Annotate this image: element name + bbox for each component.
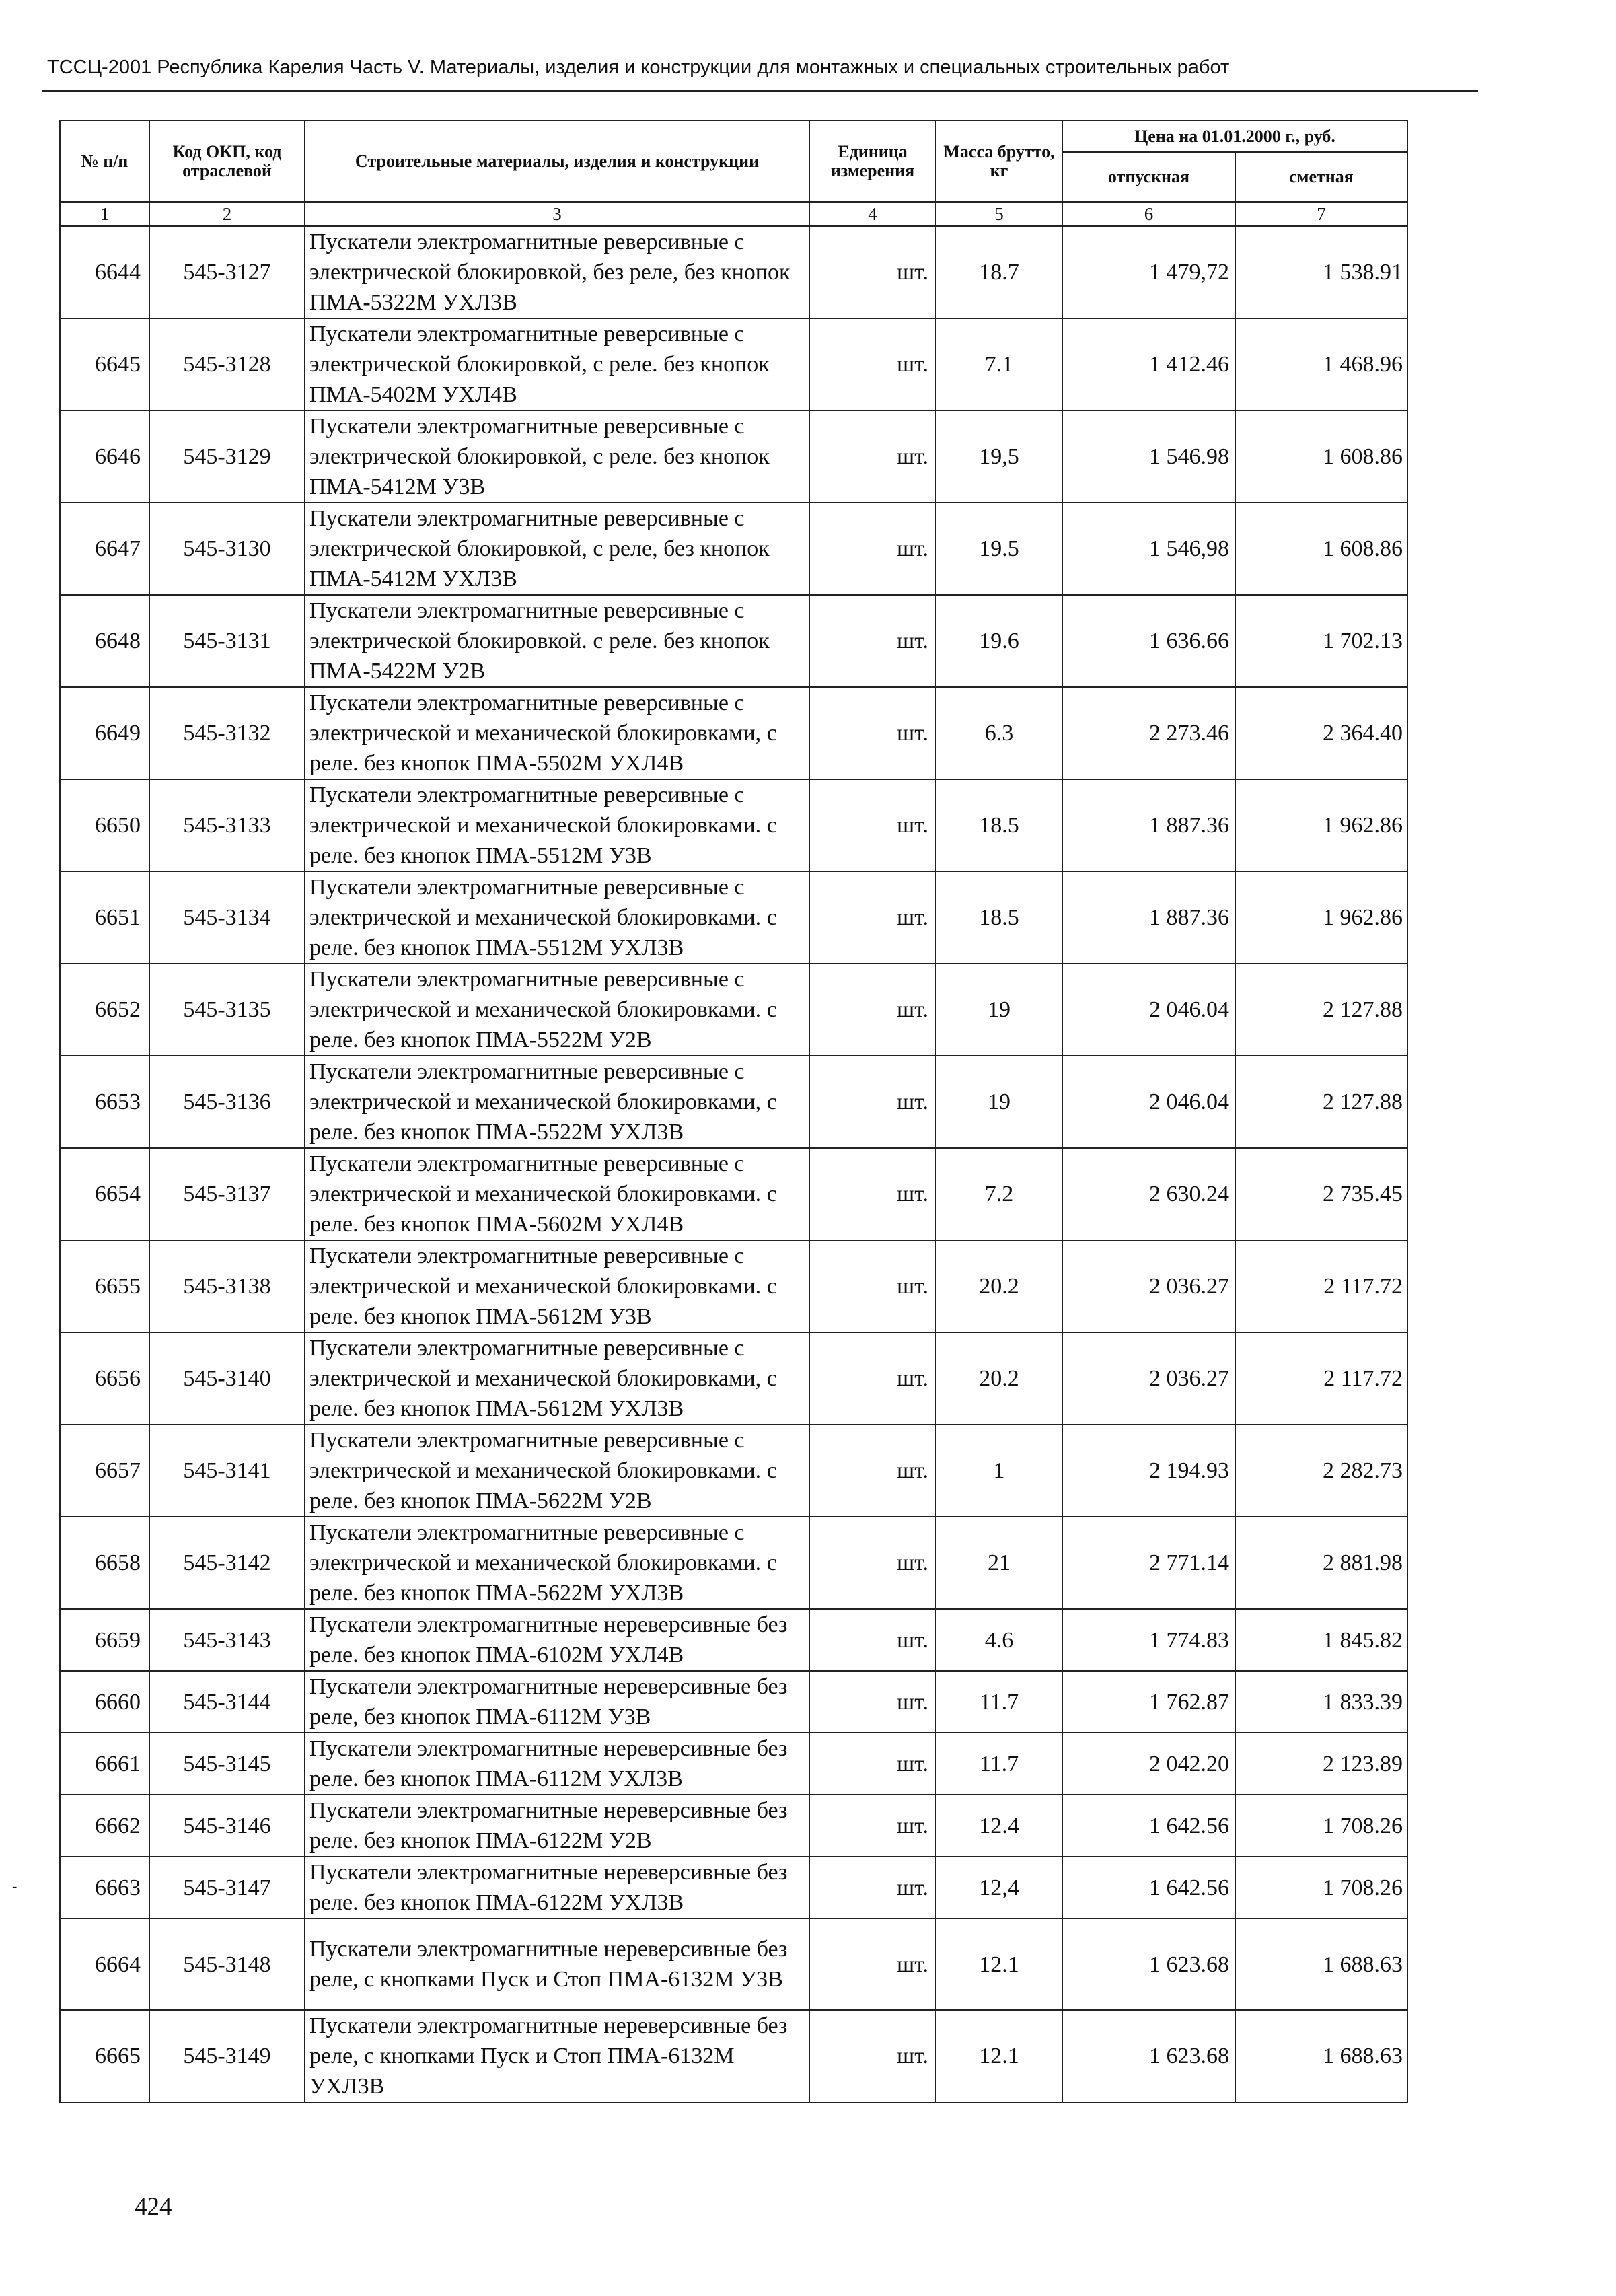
price-estimate-cell: 2 127.88 [1235, 1056, 1407, 1148]
table-row [60, 1857, 1407, 1918]
okp-code: 545-3148 [149, 1918, 305, 2010]
price-release-cell: 1 774.83 [1062, 1609, 1235, 1671]
material-name: Пускатели электромагнитные реверсивные с электрической и механической блокировками, с реле. без кнопок ПМА-5522М УХЛ3В [305, 1056, 809, 1148]
material-name: Пускатели электромагнитные нереверсивные без реле. без кнопок ПМА-6112М УХЛ3В [305, 1733, 809, 1795]
unit-cell: шт. [809, 1671, 936, 1733]
okp-code: 545-3144 [149, 1671, 305, 1733]
table-body [60, 226, 1407, 2102]
mass-cell: 19.5 [936, 503, 1062, 595]
price-release-cell: 2 273.46 [1062, 687, 1235, 779]
table-row [60, 595, 1407, 687]
row-number: 6644 [60, 226, 149, 318]
price-estimate-cell: 2 123.89 [1235, 1733, 1407, 1795]
table-row [60, 1609, 1407, 1671]
row-number: 6656 [60, 1332, 149, 1425]
row-number: 6657 [60, 1425, 149, 1517]
price-estimate-cell: 2 117.72 [1235, 1332, 1407, 1425]
table-row [60, 687, 1407, 779]
price-release-cell: 2 046.04 [1062, 1056, 1235, 1148]
mass-cell: 19.6 [936, 595, 1062, 687]
unit-cell: шт. [809, 1425, 936, 1517]
column-number: 7 [1235, 202, 1407, 226]
material-name: Пускатели электромагнитные реверсивные с электрической блокировкой, с реле. без кнопок ПМА-5412М У3В [305, 410, 809, 503]
material-name: Пускатели электромагнитные реверсивные с электрической и механической блокировками. с реле. без кнопок ПМА-5622М УХЛ3В [305, 1517, 809, 1609]
okp-code: 545-3133 [149, 779, 305, 871]
material-name: Пускатели электромагнитные нереверсивные без реле. без кнопок ПМА-6122М УХЛ3В [305, 1857, 809, 1918]
material-name: Пускатели электромагнитные реверсивные с электрической и механической блокировками, с реле. без кнопок ПМА-5612М УХЛ3В [305, 1332, 809, 1425]
row-number: 6653 [60, 1056, 149, 1148]
material-name: Пускатели электромагнитные реверсивные с электрической блокировкой, с реле. без кнопок ПМА-5402М УХЛ4В [305, 318, 809, 410]
mass-cell: 20.2 [936, 1240, 1062, 1332]
table-row [60, 2010, 1407, 2102]
price-estimate-cell: 2 364.40 [1235, 687, 1407, 779]
okp-code: 545-3127 [149, 226, 305, 318]
mass-cell: 1 [936, 1425, 1062, 1517]
okp-code: 545-3132 [149, 687, 305, 779]
price-release-cell: 1 642.56 [1062, 1795, 1235, 1857]
mass-cell: 20.2 [936, 1332, 1062, 1425]
okp-code: 545-3129 [149, 410, 305, 503]
okp-code: 545-3142 [149, 1517, 305, 1609]
header-divider [42, 90, 1478, 92]
price-release-cell: 2 194.93 [1062, 1425, 1235, 1517]
row-number: 6645 [60, 318, 149, 410]
column-number: 3 [305, 202, 809, 226]
table-row [60, 1918, 1407, 2010]
material-name: Пускатели электромагнитные реверсивные с электрической и механической блокировками. с реле. без кнопок ПМА-5512М У3В [305, 779, 809, 871]
row-number: 6665 [60, 2010, 149, 2102]
row-number: 6650 [60, 779, 149, 871]
mass-cell: 18.5 [936, 871, 1062, 964]
table-row [60, 1795, 1407, 1857]
table-row [60, 1240, 1407, 1332]
okp-code: 545-3137 [149, 1148, 305, 1240]
mass-cell: 18.5 [936, 779, 1062, 871]
page-header: ТССЦ-2001 Республика Карелия Часть V. Материалы, изделия и конструкции для монтажных и специальных строительных работ [47, 57, 1230, 78]
unit-cell: шт. [809, 871, 936, 964]
material-name: Пускатели электромагнитные реверсивные с электрической и механической блокировками. с реле. без кнопок ПМА-5622М У2В [305, 1425, 809, 1517]
material-name: Пускатели электромагнитные нереверсивные без реле, с кнопками Пуск и Стоп ПМА-6132М У3В [305, 1918, 809, 2010]
price-release-cell: 2 630.24 [1062, 1148, 1235, 1240]
header-price: Цена на 01.01.2000 г., руб. [1062, 120, 1407, 152]
price-estimate-cell: 1 833.39 [1235, 1671, 1407, 1733]
unit-cell: шт. [809, 779, 936, 871]
row-number: 6661 [60, 1733, 149, 1795]
header-code: Код ОКП, код отраслевой [149, 120, 305, 202]
price-estimate-cell: 1 708.26 [1235, 1857, 1407, 1918]
price-release-cell: 1 623.68 [1062, 1918, 1235, 2010]
unit-cell: шт. [809, 226, 936, 318]
price-estimate-cell: 2 127.88 [1235, 964, 1407, 1056]
okp-code: 545-3131 [149, 595, 305, 687]
price-estimate-cell: 1 962.86 [1235, 779, 1407, 871]
table-row [60, 226, 1407, 318]
header-mass: Масса брутто, кг [936, 120, 1062, 202]
table-row [60, 1671, 1407, 1733]
price-estimate-cell: 1 845.82 [1235, 1609, 1407, 1671]
material-name: Пускатели электромагнитные нереверсивные без реле, без кнопок ПМА-6112М У3В [305, 1671, 809, 1733]
unit-cell: шт. [809, 1148, 936, 1240]
price-estimate-cell: 1 608.86 [1235, 410, 1407, 503]
row-number: 6660 [60, 1671, 149, 1733]
okp-code: 545-3146 [149, 1795, 305, 1857]
price-estimate-cell: 1 688.63 [1235, 1918, 1407, 2010]
row-number: 6654 [60, 1148, 149, 1240]
header-no: № п/п [60, 120, 149, 202]
unit-cell: шт. [809, 1056, 936, 1148]
material-name: Пускатели электромагнитные реверсивные с электрической и механической блокировками. с реле. без кнопок ПМА-5512М УХЛ3В [305, 871, 809, 964]
mass-cell: 19 [936, 1056, 1062, 1148]
material-name: Пускатели электромагнитные нереверсивные без реле. без кнопок ПМА-6122М У2В [305, 1795, 809, 1857]
row-number: 6651 [60, 871, 149, 964]
column-number: 6 [1062, 202, 1235, 226]
price-estimate-cell: 1 962.86 [1235, 871, 1407, 964]
unit-cell: шт. [809, 1857, 936, 1918]
price-release-cell: 1 412.46 [1062, 318, 1235, 410]
price-estimate-cell: 2 282.73 [1235, 1425, 1407, 1517]
okp-code: 545-3138 [149, 1240, 305, 1332]
price-release-cell: 1 887.36 [1062, 871, 1235, 964]
price-release-cell: 1 479,72 [1062, 226, 1235, 318]
price-estimate-cell: 1 702.13 [1235, 595, 1407, 687]
mass-cell: 12,4 [936, 1857, 1062, 1918]
price-release-cell: 2 036.27 [1062, 1240, 1235, 1332]
okp-code: 545-3134 [149, 871, 305, 964]
row-number: 6659 [60, 1609, 149, 1671]
table-row [60, 871, 1407, 964]
price-estimate-cell: 1 468.96 [1235, 318, 1407, 410]
table-row [60, 1517, 1407, 1609]
price-release-cell: 1 642.56 [1062, 1857, 1235, 1918]
unit-cell: шт. [809, 1332, 936, 1425]
price-estimate-cell: 1 708.26 [1235, 1795, 1407, 1857]
mass-cell: 21 [936, 1517, 1062, 1609]
okp-code: 545-3140 [149, 1332, 305, 1425]
column-number: 5 [936, 202, 1062, 226]
price-release-cell: 1 636.66 [1062, 595, 1235, 687]
price-release-cell: 2 042.20 [1062, 1733, 1235, 1795]
okp-code: 545-3145 [149, 1733, 305, 1795]
unit-cell: шт. [809, 318, 936, 410]
price-release-cell: 1 546,98 [1062, 503, 1235, 595]
row-number: 6646 [60, 410, 149, 503]
unit-cell: шт. [809, 2010, 936, 2102]
row-number: 6649 [60, 687, 149, 779]
table-row [60, 1733, 1407, 1795]
table-row [60, 410, 1407, 503]
okp-code: 545-3149 [149, 2010, 305, 2102]
price-estimate-cell: 1 688.63 [1235, 2010, 1407, 2102]
table-row [60, 1425, 1407, 1517]
mass-cell: 7.1 [936, 318, 1062, 410]
okp-code: 545-3128 [149, 318, 305, 410]
table-row [60, 964, 1407, 1056]
material-name: Пускатели электромагнитные реверсивные с электрической и механической блокировками. с реле. без кнопок ПМА-5602М УХЛ4В [305, 1148, 809, 1240]
table-row [60, 503, 1407, 595]
mass-cell: 11.7 [936, 1671, 1062, 1733]
mass-cell: 12.1 [936, 2010, 1062, 2102]
price-release-cell: 1 762.87 [1062, 1671, 1235, 1733]
price-release-cell: 1 623.68 [1062, 2010, 1235, 2102]
mass-cell: 19,5 [936, 410, 1062, 503]
material-name: Пускатели электромагнитные реверсивные с электрической и механической блокировками. с реле. без кнопок ПМА-5522М У2В [305, 964, 809, 1056]
price-estimate-cell: 2 735.45 [1235, 1148, 1407, 1240]
price-release-cell: 2 046.04 [1062, 964, 1235, 1056]
mass-cell: 19 [936, 964, 1062, 1056]
unit-cell: шт. [809, 1240, 936, 1332]
mass-cell: 18.7 [936, 226, 1062, 318]
header-price-release: отпускная [1062, 152, 1235, 202]
material-name: Пускатели электромагнитные реверсивные с электрической блокировкой, с реле, без кнопок ПМА-5412М УХЛ3В [305, 503, 809, 595]
row-number: 6648 [60, 595, 149, 687]
column-number: 1 [60, 202, 149, 226]
table-row [60, 1332, 1407, 1425]
price-release-cell: 2 036.27 [1062, 1332, 1235, 1425]
column-number-row [60, 202, 1407, 226]
row-number: 6664 [60, 1918, 149, 2010]
table-row [60, 779, 1407, 871]
table-row [60, 318, 1407, 410]
unit-cell: шт. [809, 595, 936, 687]
mass-cell: 4.6 [936, 1609, 1062, 1671]
material-name: Пускатели электромагнитные реверсивные с электрической блокировкой. с реле. без кнопок ПМА-5422М У2В [305, 595, 809, 687]
unit-cell: шт. [809, 1733, 936, 1795]
row-number: 6662 [60, 1795, 149, 1857]
header-name: Строительные материалы, изделия и конструкции [305, 120, 809, 202]
column-number: 4 [809, 202, 936, 226]
header-price-estimate: сметная [1235, 152, 1407, 202]
unit-cell: шт. [809, 1609, 936, 1671]
row-number: 6663 [60, 1857, 149, 1918]
okp-code: 545-3141 [149, 1425, 305, 1517]
row-number: 6655 [60, 1240, 149, 1332]
mass-cell: 11.7 [936, 1733, 1062, 1795]
price-estimate-cell: 1 608.86 [1235, 503, 1407, 595]
okp-code: 545-3135 [149, 964, 305, 1056]
okp-code: 545-3143 [149, 1609, 305, 1671]
price-table [59, 120, 1408, 2103]
material-name: Пускатели электромагнитные нереверсивные без реле, с кнопками Пуск и Стоп ПМА-6132М УХЛ3В [305, 2010, 809, 2102]
row-number: 6647 [60, 503, 149, 595]
price-release-cell: 2 771.14 [1062, 1517, 1235, 1609]
column-number: 2 [149, 202, 305, 226]
material-name: Пускатели электромагнитные реверсивные с электрической и механической блокировками, с реле. без кнопок ПМА-5502М УХЛ4В [305, 687, 809, 779]
material-name: Пускатели электромагнитные реверсивные с электрической и механической блокировками. с реле. без кнопок ПМА-5612М У3В [305, 1240, 809, 1332]
okp-code: 545-3130 [149, 503, 305, 595]
price-estimate-cell: 2 117.72 [1235, 1240, 1407, 1332]
mass-cell: 7.2 [936, 1148, 1062, 1240]
okp-code: 545-3136 [149, 1056, 305, 1148]
margin-mark: - [12, 1877, 17, 1894]
price-release-cell: 1 887.36 [1062, 779, 1235, 871]
mass-cell: 12.4 [936, 1795, 1062, 1857]
table-row [60, 1148, 1407, 1240]
unit-cell: шт. [809, 1517, 936, 1609]
price-estimate-cell: 1 538.91 [1235, 226, 1407, 318]
row-number: 6652 [60, 964, 149, 1056]
price-release-cell: 1 546.98 [1062, 410, 1235, 503]
mass-cell: 12.1 [936, 1918, 1062, 2010]
unit-cell: шт. [809, 964, 936, 1056]
material-name: Пускатели электромагнитные нереверсивные без реле. без кнопок ПМА-6102М УХЛ4В [305, 1609, 809, 1671]
material-name: Пускатели электромагнитные реверсивные с электрической блокировкой, без реле, без кнопок ПМА-5322М УХЛ3В [305, 226, 809, 318]
unit-cell: шт. [809, 1795, 936, 1857]
okp-code: 545-3147 [149, 1857, 305, 1918]
unit-cell: шт. [809, 1918, 936, 2010]
unit-cell: шт. [809, 410, 936, 503]
header-unit: Единица измерения [809, 120, 936, 202]
unit-cell: шт. [809, 503, 936, 595]
unit-cell: шт. [809, 687, 936, 779]
mass-cell: 6.3 [936, 687, 1062, 779]
price-estimate-cell: 2 881.98 [1235, 1517, 1407, 1609]
row-number: 6658 [60, 1517, 149, 1609]
table-row [60, 1056, 1407, 1148]
page-number: 424 [135, 2193, 172, 2221]
